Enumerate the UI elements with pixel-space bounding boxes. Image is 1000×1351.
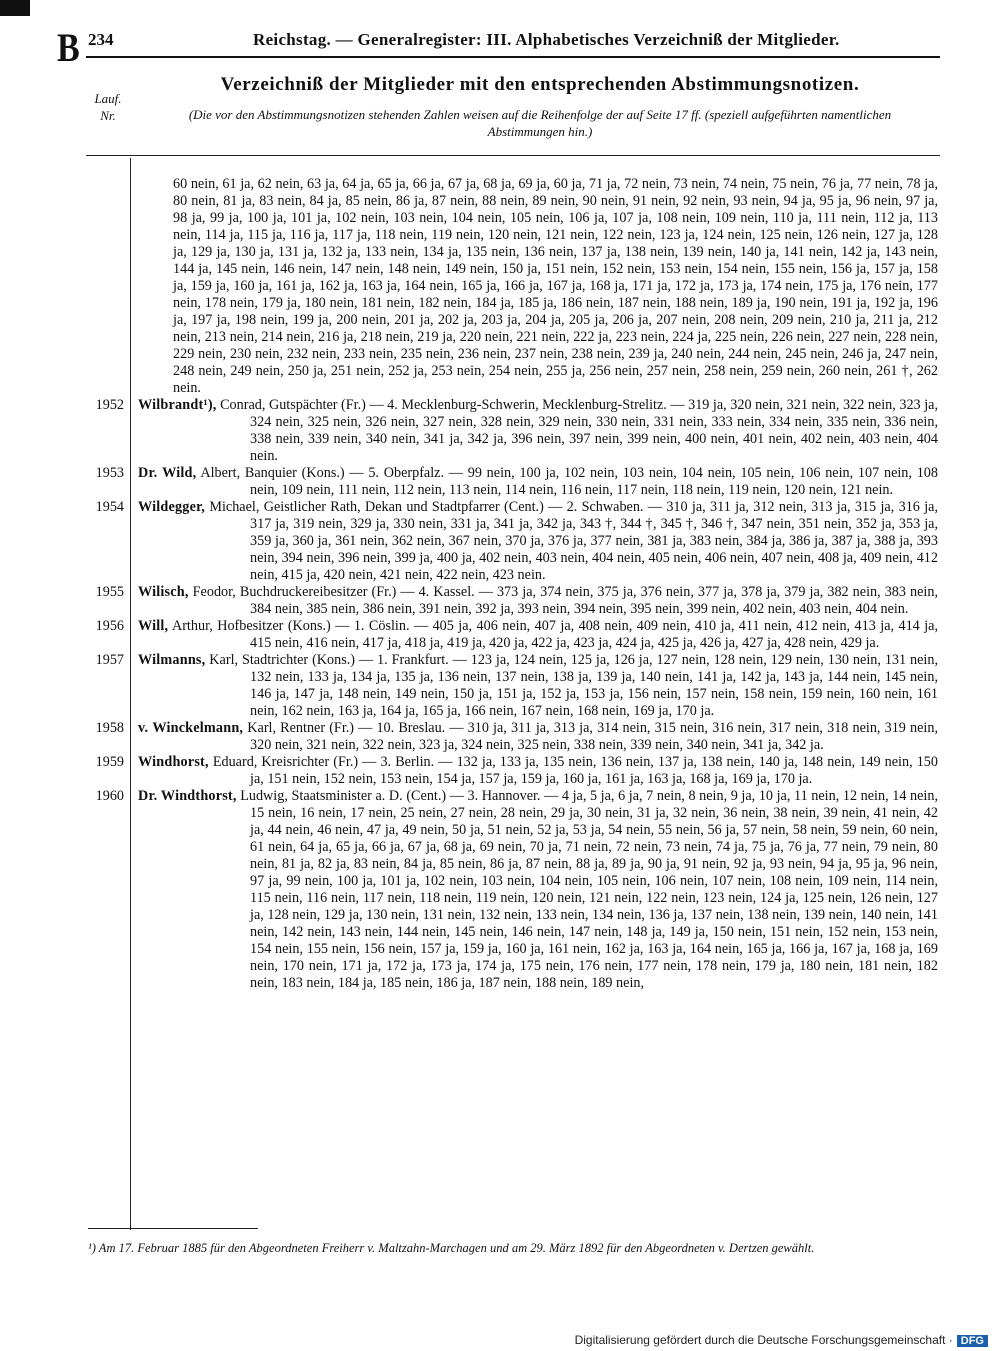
header-rule: [86, 56, 940, 58]
entry-number: 1958: [95, 720, 124, 736]
member-name: Wilmanns,: [138, 652, 206, 668]
entry-text: [138, 499, 938, 584]
page-number: 234: [88, 30, 114, 49]
entry-text: [138, 788, 938, 992]
member-name: Dr. Windthorst,: [138, 788, 237, 804]
footnote-rule: [88, 1228, 258, 1229]
list-item: [88, 397, 938, 465]
vote-record: Karl, Rentner (Fr.) — 10. Breslau. — 310 ja, 311 ja, 313 ja, 314 nein, 315 nein, 316 nein, 317 nein, 318 nein, 319 nein, 320 nein, 321 nein, 322 nein, 323 ja, 324 nein, 325 nein, 338 nein, 339 nein, 340 nein, 341 ja, 342 ja.: [243, 720, 938, 753]
entry-number: 1952: [95, 397, 124, 413]
footnote: ¹) Am 17. Februar 1885 für den Abgeordneten Freiherr v. Maltzahn-Marchagen und am 29. März 1892 für den Abgeordneten v. Dertzen gewählt.: [88, 1241, 815, 1255]
member-name: Dr. Wild,: [138, 465, 197, 481]
column-head-line1: Lauf.: [94, 91, 122, 106]
funding-note: [575, 1333, 988, 1347]
register-tab-letter: B: [57, 25, 80, 70]
section-title: Verzeichniß der Mitglieder mit den entsprechenden Abstimmungsnotizen.: [220, 74, 860, 95]
list-item: [88, 652, 938, 720]
entry-number: 1960: [95, 788, 124, 804]
list-item: [88, 176, 938, 397]
entry-text: [138, 652, 938, 720]
entry-text: [138, 720, 938, 754]
vote-record: 60 nein, 61 ja, 62 nein, 63 ja, 64 ja, 65 ja, 66 ja, 67 ja, 68 ja, 69 ja, 60 ja, 71 ja, 72 nein, 73 nein, 74 nein, 75 nein, 76 ja, 77 nein, 78 ja, 80 nein, 81 ja, 83 nein, 84 ja, 85 nein, 86 ja, 87 nein, 88 nein, 89 nein, 90 nein, 91 nein, 92 nein, 93 nein, 94 ja, 95 ja, 96 nein, 97 ja, 98 ja, 99 ja, 100 ja, 101 ja, 102 nein, 103 nein, 104 nein, 105 nein, 106 ja, 107 ja, 108 nein, 109 nein, 110 ja, 111 nein, 112 ja, 113 nein, 114 ja, 115 ja, 116 ja, 117 ja, 118 nein, 119 nein, 120 nein, 121 nein, 122 nein, 123 ja, 124 nein, 125 nein, 126 nein, 127 ja, 128 ja, 129 ja, 130 ja, 131 ja, 132 ja, 133 nein, 134 ja, 135 nein, 136 nein, 137 ja, 138 nein, 139 nein, 140 ja, 141 nein, 142 ja, 143 nein, 144 ja, 145 nein, 146 nein, 147 nein, 148 nein, 149 nein, 150 ja, 151 nein, 152 nein, 153 nein, 154 nein, 155 nein, 156 ja, 157 ja, 158 ja, 159 ja, 160 ja, 161 ja, 162 ja, 163 ja, 164 nein, 165 ja, 166 ja, 167 ja, 168 ja, 171 ja, 172 ja, 173 ja, 174 nein, 175 ja, 176 nein, 177 nein, 178 nein, 179 ja, 180 nein, 181 nein, 182 nein, 184 ja, 185 ja, 186 nein, 187 nein, 188 nein, 189 ja, 190 nein, 191 ja, 192 ja, 196 ja, 197 ja, 198 nein, 199 ja, 200 nein, 201 ja, 202 ja, 203 ja, 204 ja, 205 ja, 206 ja, 207 nein, 208 nein, 209 nein, 210 ja, 211 ja, 212 nein, 213 nein, 214 nein, 216 ja, 218 nein, 219 ja, 220 nein, 221 nein, 222 ja, 223 nein, 224 ja, 225 nein, 226 nein, 227 nein, 228 nein, 229 nein, 230 nein, 232 nein, 233 nein, 235 nein, 236 nein, 237 nein, 238 nein, 239 ja, 240 nein, 244 nein, 245 nein, 246 ja, 247 nein, 248 nein, 249 nein, 250 ja, 251 nein, 252 ja, 253 nein, 254 nein, 255 ja, 256 nein, 257 nein, 258 nein, 259 nein, 260 nein, 261 †, 262 nein.: [173, 176, 938, 396]
vote-record: Karl, Stadtrichter (Kons.) — 1. Frankfurt. — 123 ja, 124 nein, 125 ja, 126 ja, 127 nein, 128 nein, 129 nein, 130 nein, 131 nein, 132 nein, 133 ja, 134 ja, 135 ja, 136 nein, 137 nein, 138 ja, 139 ja, 140 nein, 141 ja, 142 ja, 143 ja, 144 nein, 145 nein, 146 ja, 147 ja, 148 nein, 149 nein, 150 ja, 151 ja, 152 ja, 153 ja, 156 nein, 157 nein, 158 nein, 159 nein, 160 nein, 161 nein, 162 nein, 163 ja, 164 ja, 165 ja, 166 nein, 167 nein, 168 nein, 169 ja, 170 ja.: [205, 652, 938, 719]
entry-text: [138, 754, 938, 788]
entry-number: 1955: [95, 584, 124, 600]
entry-number: 1954: [95, 499, 124, 515]
section-subtitle: (Die vor den Abstimmungsnotizen stehenden Zahlen weisen auf die Reihenfolge der auf Seite 17 ff. (speziell aufgeführten namentlichen Abstimmungen hin.): [188, 107, 892, 139]
member-name: Wildegger,: [138, 499, 206, 515]
table-head-rule: [86, 155, 940, 156]
column-head-line2: Nr.: [100, 108, 116, 123]
running-header: [88, 30, 938, 52]
member-name: Wilbrandt¹),: [138, 397, 217, 413]
vote-record: Arthur, Hofbesitzer (Kons.) — 1. Cöslin. — 405 ja, 406 nein, 407 ja, 408 nein, 409 nein, 410 ja, 411 nein, 412 nein, 413 ja, 414 ja, 415 nein, 416 nein, 417 ja, 418 ja, 419 ja, 420 ja, 422 ja, 423 ja, 424 ja, 425 ja, 426 ja, 427 ja, 428 nein, 429 ja.: [168, 618, 938, 651]
entry-text: [88, 176, 938, 397]
list-item: [88, 788, 938, 992]
vote-record: Ludwig, Staatsminister a. D. (Cent.) — 3. Hannover. — 4 ja, 5 ja, 6 ja, 7 nein, 8 nein, 9 ja, 10 ja, 11 nein, 12 nein, 14 nein, 15 nein, 16 nein, 17 nein, 25 nein, 27 nein, 28 nein, 29 ja, 30 nein, 31 ja, 32 nein, 36 nein, 38 nein, 39 nein, 41 nein, 42 ja, 44 nein, 46 nein, 47 ja, 49 nein, 50 ja, 51 nein, 52 ja, 53 ja, 54 nein, 55 nein, 56 ja, 57 nein, 58 nein, 59 nein, 60 nein, 61 nein, 64 ja, 65 ja, 66 ja, 67 ja, 68 ja, 69 nein, 70 ja, 71 nein, 72 nein, 73 nein, 74 ja, 75 ja, 76 ja, 77 nein, 79 nein, 80 nein, 81 ja, 82 ja, 83 nein, 84 ja, 85 nein, 86 ja, 87 nein, 88 ja, 89 ja, 90 ja, 91 nein, 92 ja, 93 nein, 94 ja, 95 ja, 96 nein, 97 ja, 99 nein, 100 ja, 101 ja, 102 nein, 103 nein, 104 nein, 105 nein, 106 nein, 107 nein, 108 nein, 109 nein, 114 nein, 115 nein, 116 nein, 117 nein, 118 nein, 119 nein, 120 nein, 121 nein, 122 nein, 123 nein, 124 ja, 125 nein, 126 nein, 127 ja, 128 nein, 129 ja, 130 nein, 131 nein, 132 nein, 133 nein, 134 nein, 136 ja, 137 nein, 138 nein, 139 nein, 140 nein, 141 nein, 142 nein, 143 nein, 144 nein, 145 nein, 146 nein, 147 nein, 148 ja, 149 ja, 150 nein, 151 nein, 152 nein, 153 nein, 154 nein, 155 nein, 156 nein, 157 ja, 159 ja, 160 ja, 161 nein, 162 ja, 163 ja, 164 nein, 165 ja, 166 ja, 167 ja, 168 ja, 169 nein, 170 nein, 171 ja, 172 ja, 173 ja, 174 ja, 175 nein, 176 nein, 177 nein, 178 nein, 179 ja, 180 nein, 181 nein, 182 nein, 183 nein, 184 ja, 185 nein, 186 ja, 187 nein, 188 nein, 189 nein,: [236, 788, 939, 991]
vote-record: Albert, Banquier (Kons.) — 5. Oberpfalz. — 99 nein, 100 ja, 102 nein, 103 nein, 104 nein, 105 nein, 106 nein, 107 nein, 108 nein, 109 nein, 111 nein, 112 nein, 113 nein, 114 nein, 116 nein, 117 nein, 118 nein, 119 nein, 120 nein, 121 nein.: [196, 465, 938, 498]
list-item: [88, 499, 938, 584]
entry-text: [138, 584, 938, 618]
entry-text: [138, 618, 938, 652]
list-item: [88, 465, 938, 499]
member-list: [88, 176, 938, 992]
list-item: [88, 618, 938, 652]
corner-mark: [0, 0, 30, 16]
dfg-logo: DFG: [957, 1335, 988, 1347]
member-name: Will,: [138, 618, 169, 634]
member-name: Windhorst,: [138, 754, 209, 770]
entry-text: [138, 465, 938, 499]
entry-number: 1953: [95, 465, 124, 481]
running-title: Reichstag. — Generalregister: III. Alphabetisches Verzeichniß der Mitglieder.: [253, 30, 840, 49]
vote-record: Feodor, Buchdruckereibesitzer (Fr.) — 4. Kassel. — 373 ja, 374 nein, 375 ja, 376 nein, 377 ja, 378 ja, 379 ja, 382 nein, 383 nein, 384 nein, 385 nein, 386 nein, 391 nein, 392 ja, 393 nein, 394 nein, 395 nein, 399 nein, 402 nein, 403 nein, 404 nein.: [188, 584, 938, 617]
entry-text: [138, 397, 938, 465]
list-item: [88, 754, 938, 788]
entry-number: 1956: [95, 618, 124, 634]
funding-note-text: Digitalisierung gefördert durch die Deutsche Forschungsgemeinschaft ·: [574, 1333, 953, 1347]
member-name: v. Winckelmann,: [138, 720, 244, 736]
vote-record: Conrad, Gutspächter (Fr.) — 4. Mecklenburg-Schwerin, Mecklenburg-Strelitz. — 319 ja, 320 nein, 321 nein, 322 nein, 323 ja, 324 nein, 325 nein, 326 nein, 327 nein, 328 nein, 329 nein, 330 nein, 331 nein, 333 nein, 334 nein, 335 nein, 336 nein, 338 nein, 339 nein, 340 nein, 341 ja, 342 ja, 396 nein, 397 nein, 399 nein, 400 nein, 401 nein, 402 nein, 403 nein, 404 nein.: [216, 397, 938, 464]
entry-number: 1957: [95, 652, 124, 668]
member-name: Wilisch,: [138, 584, 189, 600]
vote-record: Eduard, Kreisrichter (Fr.) — 3. Berlin. — 132 ja, 133 ja, 135 nein, 136 nein, 137 ja, 138 nein, 140 ja, 148 nein, 149 nein, 150 ja, 151 nein, 152 nein, 153 nein, 154 ja, 157 ja, 159 ja, 160 ja, 161 ja, 163 ja, 168 ja, 169 ja, 170 ja.: [208, 754, 938, 787]
column-head: [88, 90, 128, 124]
list-item: [88, 720, 938, 754]
list-item: [88, 584, 938, 618]
vote-record: Michael, Geistlicher Rath, Dekan und Stadtpfarrer (Cent.) — 2. Schwaben. — 310 ja, 311 ja, 312 nein, 313 ja, 315 ja, 316 ja, 317 ja, 319 nein, 329 ja, 330 nein, 331 ja, 341 ja, 342 ja, 343 †, 344 †, 345 †, 346 †, 347 nein, 351 nein, 352 ja, 353 ja, 359 ja, 360 ja, 361 nein, 362 nein, 367 nein, 370 ja, 376 ja, 377 nein, 381 ja, 383 nein, 384 ja, 386 ja, 387 ja, 388 ja, 393 nein, 394 nein, 396 nein, 399 ja, 400 ja, 402 nein, 403 nein, 404 nein, 405 nein, 406 nein, 407 nein, 408 ja, 409 nein, 412 nein, 415 ja, 420 nein, 421 nein, 422 nein, 423 nein.: [205, 499, 938, 583]
entry-number: 1959: [95, 754, 124, 770]
